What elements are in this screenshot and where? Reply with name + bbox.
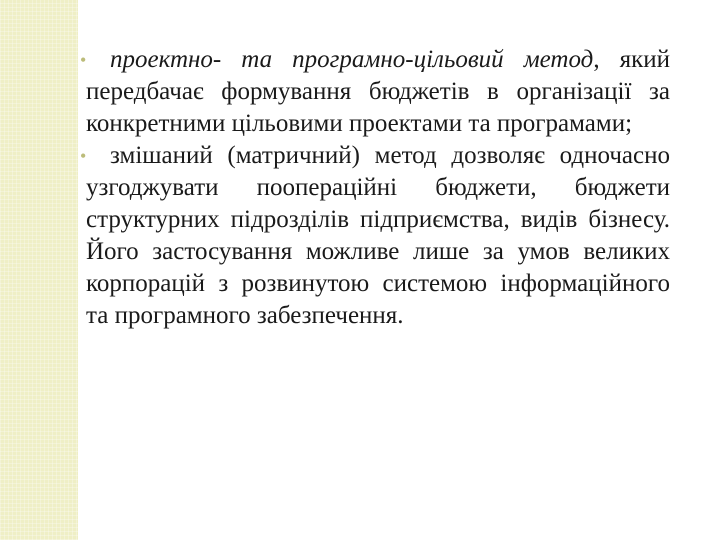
decorative-side-stripe [0, 0, 78, 540]
bullet-marker-icon: • [80, 146, 87, 166]
bullet-1-rest: , який передбачає формування бюджетів в організації за конкретними цільовими проектами та програмами; [86, 46, 670, 137]
bullet-item-2 [80, 140, 670, 332]
italic-term: проектно- та програмно-цільовий метод [110, 46, 594, 73]
bullet-marker-icon: • [80, 50, 87, 70]
bullet-text-1 [86, 44, 670, 140]
bullet-text-2: змішаний (матричний) метод дозволяє одночасно узгоджувати пооперацiйні бюджети, бюджети структурних підрозділів підприємства, видів бізнесу. Його застосування можливе лише за умов великих корпорацій з розвинутою системою інформаційного та програмного забезпечення. [86, 142, 670, 329]
slide-text-body [80, 44, 670, 332]
bullet-item-1 [80, 44, 670, 140]
